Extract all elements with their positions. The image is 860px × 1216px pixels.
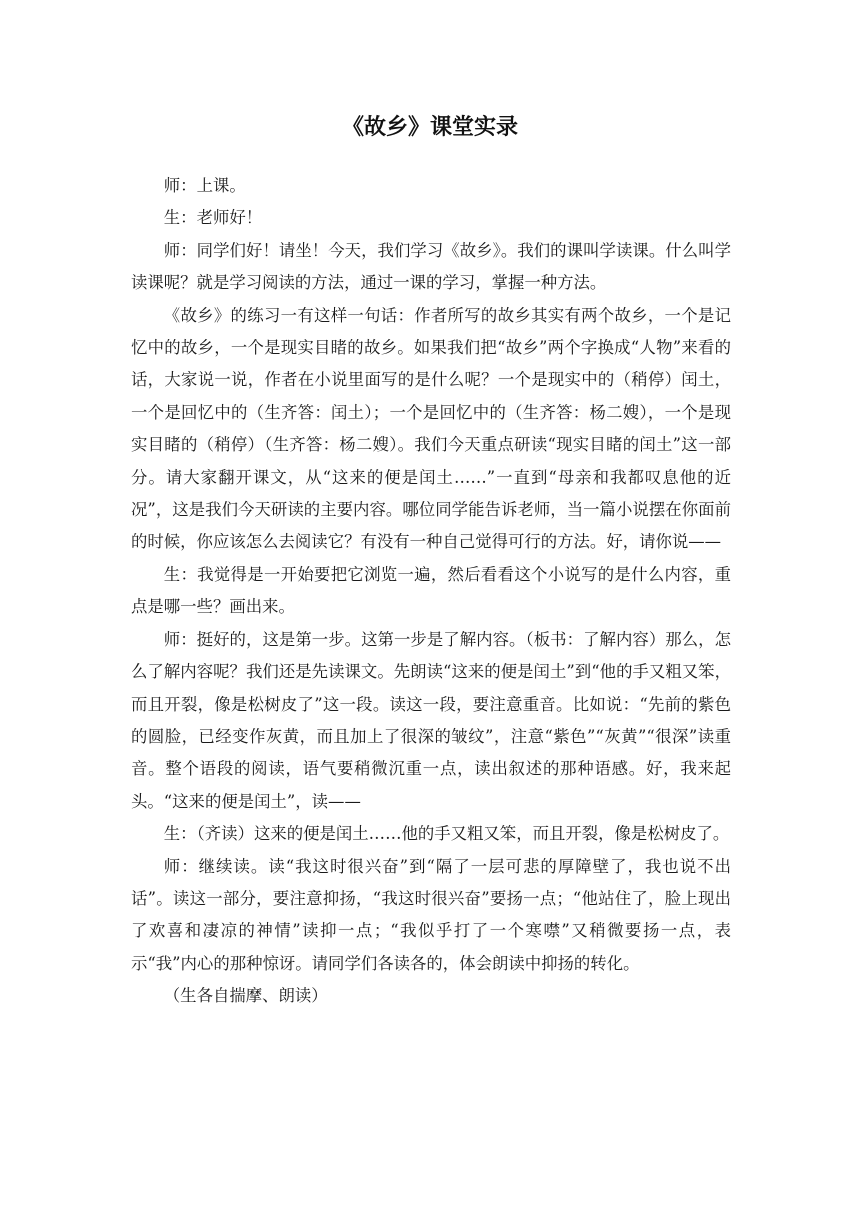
paragraph: 生：老师好！: [163, 208, 263, 228]
paragraph: 《故乡》的练习一有这样一句话：作者所写的故乡其实有两个故乡，一个是记忆中的故乡，一个是现实目睹的故乡。如果我们把“故乡”两个字换成“人物”来看的话，大家说一说，作者在小说里面写的是什么呢？一个是现实中的（稍停）闰土，一个是回忆中的（生齐答：闰土）；一个是回忆中的（生齐答：杨二嫂），一个是现实目睹的（稍停）（生齐答：杨二嫂）。我们今天重点研读“现实目睹的闰土”这一部分。请大家翻开课文，从“这来的便是闰土……”一直到“母亲和我都叹息他的近况”，这是我们今天研读的主要内容。哪位同学能告诉老师，当一篇小说摆在你面前的时候，你应该怎么去阅读它？有没有一种自己觉得可行的方法。好，请你说——: [131, 305, 731, 552]
document-title: 《故乡》课堂实录: [341, 115, 518, 140]
paragraph: 师：继续读。读“我这时很兴奋”到“隔了一层可悲的厚障壁了，我也说不出话”。读这一部分，要注意抑扬，“我这时很兴奋”要扬一点；“他站住了，脸上现出了欢喜和凄凉的神情”读抑一点；“我似乎打了一个寒噤”又稍微要扬一点，表示“我”内心的那种惊讶。请同学们各读各的，体会朗读中抑扬的转化。: [131, 856, 731, 973]
paragraph: 生：我觉得是一开始要把它浏览一遍，然后看看这个小说写的是什么内容，重点是哪一些？画出来。: [131, 564, 731, 617]
paragraph: 师：上课。: [163, 176, 246, 195]
document-body: [131, 170, 731, 1013]
paragraph: 师：挺好的，这是第一步。这第一步是了解内容。（板书：了解内容）那么，怎么了解内容呢？我们还是先读课文。先朗读“这来的便是闰土”到“他的手又粗又笨，而且开裂，像是松树皮了”这一段。读这一段，要注意重音。比如说：“先前的紫色的圆脸，已经变作灰黄，而且加上了很深的皱纹”，注意“紫色”“灰黄”“很深”读重音。整个语段的阅读，语气要稍微沉重一点，读出叙述的那种语感。好，我来起头。“这来的便是闰土”，读——: [131, 629, 731, 811]
paragraph: 师：同学们好！请坐！今天，我们学习《故乡》。我们的课叫学读课。什么叫学读课呢？就是学习阅读的方法，通过一课的学习，掌握一种方法。: [131, 240, 731, 293]
paragraph: 生：（齐读）这来的便是闰土……他的手又粗又笨，而且开裂，像是松树皮了。: [163, 824, 730, 844]
paragraph: （生各自揣摩、朗读）: [163, 986, 328, 1006]
